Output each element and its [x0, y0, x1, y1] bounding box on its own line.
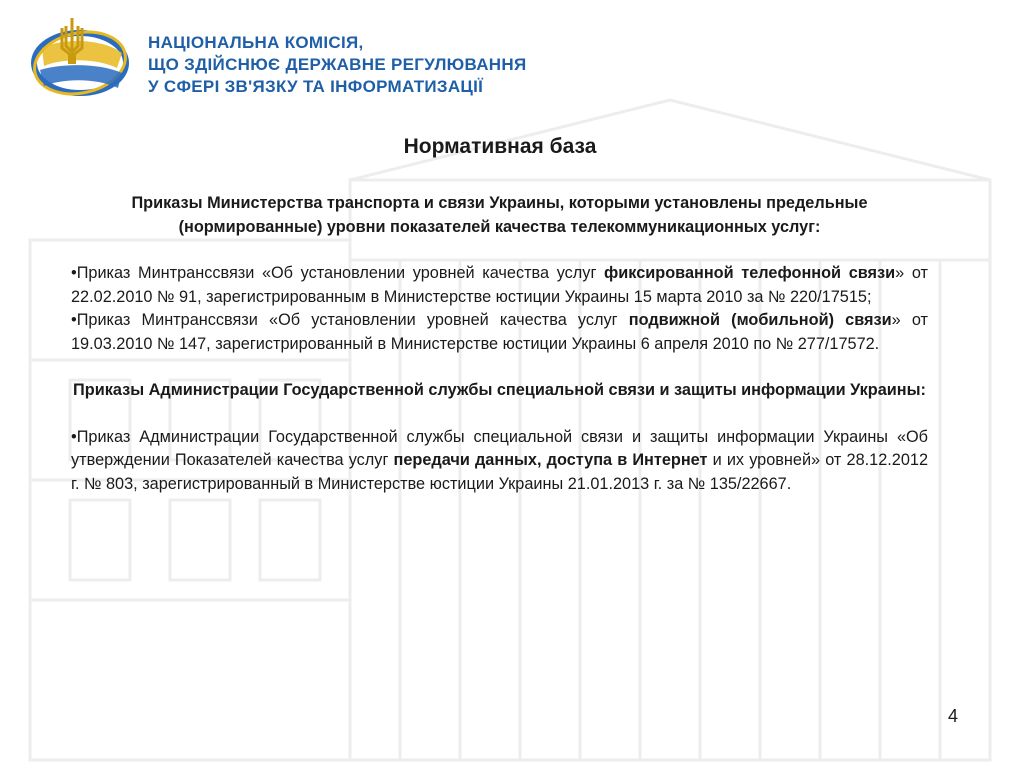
org-name-line-3: У СФЕРІ ЗВ'ЯЗКУ ТА ІНФОРМАТИЗАЦІЇ — [148, 77, 484, 96]
page-number: 4 — [948, 706, 959, 726]
ukraine-trident-emblem-icon — [22, 8, 132, 108]
item-highlight: передачи данных, доступа в Интернет — [393, 451, 708, 469]
item-text: •Приказ Минтранссвязи «Об установлении уровней качества услуг — [71, 311, 629, 329]
item-text: » от 19.03.2010 № 147, зарегистрированный в Министерстве юстиции Украины 6 апреля 2010 по № 277/17572. — [71, 311, 928, 353]
item-highlight: фиксированной телефонной связи — [604, 264, 896, 282]
item-text: » от 22.02.2010 № 91, зарегистрированным в Министерстве юстиции Украины 15 марта 2010 за № 220/17515; — [71, 264, 928, 306]
org-name-line-2: ЩО ЗДІЙСНЮЄ ДЕРЖАВНЕ РЕГУЛЮВАННЯ — [148, 55, 527, 74]
section-1-item-1 — [71, 262, 928, 309]
item-text: •Приказ Администрации Государственной службы специальной связи и защиты информации Украины «Об утверждении Показателей качества услуг — [71, 427, 928, 469]
item-text: и их уровней» от 28.12.2012 г. № 803, зарегистрированный в Министерстве юстиции Украины 21.01.2013 г. за № 135/22667. — [71, 451, 928, 493]
section-2-heading: Приказы Администрации Государственной службы специальной связи и защиты информации Украины: — [73, 381, 926, 399]
section-1-heading: Приказы Министерства транспорта и связи Украины, которыми установлены предельные (нормированные) уровни показателей качества телекоммуникационных услуг: — [131, 194, 868, 236]
organization-name — [148, 32, 526, 98]
section-2-item-1 — [71, 426, 928, 497]
item-text: •Приказ Минтранссвязи «Об установлении уровней качества услуг — [71, 264, 605, 282]
item-highlight: подвижной (мобильной) связи — [628, 311, 892, 329]
section-1-item-2 — [71, 309, 928, 356]
page-title: Нормативная база — [403, 135, 597, 158]
org-name-line-1: НАЦІОНАЛЬНА КОМІСІЯ, — [148, 33, 364, 52]
main-content — [71, 192, 928, 496]
